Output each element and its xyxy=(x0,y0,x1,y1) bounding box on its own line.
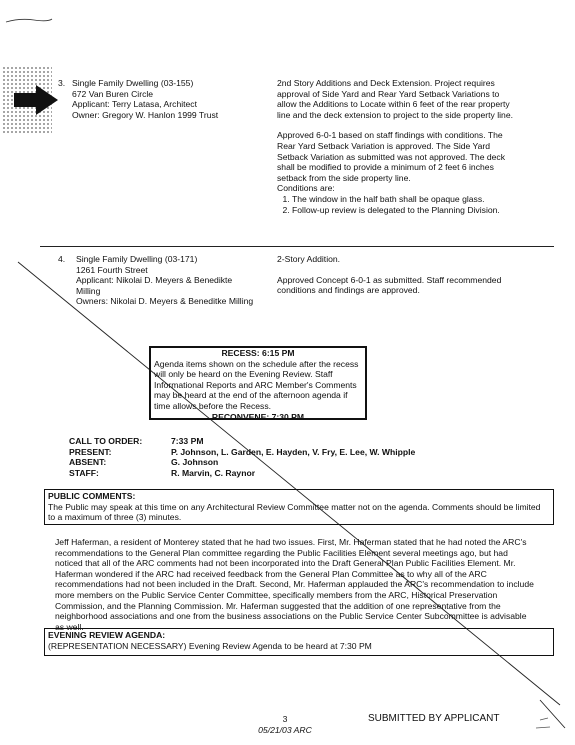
recess-title: RECESS: 6:15 PM xyxy=(221,348,295,358)
item3-owner: Owner: Gregory W. Hanlon 1999 Trust xyxy=(72,109,219,120)
item4-right xyxy=(277,254,517,296)
item3-applicant: Applicant: Terry Latasa, Architect xyxy=(72,99,197,110)
item3-conditions xyxy=(277,194,517,215)
item3-right xyxy=(277,78,517,215)
condition-item: 2. Follow-up review is delegated to the Planning Division. xyxy=(292,205,517,216)
roll-label: ABSENT: xyxy=(69,457,107,468)
public-comments-box xyxy=(44,489,554,525)
item4-description: 2-Story Addition. xyxy=(277,254,341,264)
item3-address: 672 Van Buren Circle xyxy=(72,88,154,99)
evening-heading: EVENING REVIEW AGENDA: xyxy=(48,630,166,640)
item4-number: 4. xyxy=(58,254,66,264)
roll-value: P. Johnson, L. Garden, E. Hayden, V. Fry, E. Lee, W. Whipple xyxy=(171,446,416,457)
item3-left xyxy=(72,78,262,120)
submitted-by-applicant: SUBMITTED BY APPLICANT xyxy=(368,713,500,724)
reconvene-time: RECONVENE: 7:30 PM xyxy=(211,411,305,422)
roll-label: CALL TO ORDER: xyxy=(69,436,143,446)
condition-item: 1. The window in the half bath shall be opaque glass. xyxy=(292,194,517,205)
roll-value: R. Marvin, C. Raynor xyxy=(171,467,256,478)
roll-value: 7:33 PM xyxy=(171,436,204,446)
arrow-right-icon xyxy=(14,85,58,115)
item4-owners: Owners: Nikolai D. Meyers & Beneditke Milling xyxy=(76,296,254,307)
roll-call xyxy=(69,436,415,478)
item3-conditions-label: Conditions are: xyxy=(277,183,335,194)
public-comments-heading: PUBLIC COMMENTS: xyxy=(48,491,136,501)
public-comment-paragraph: Jeff Haferman, a resident of Monterey stated that he had two issues. First, Mr. Haferman stated that he had noted the ARC's recommendations to the General Plan committee regarding the Public Facilities Element several meetings ago, but had noticed that all of the ARC comments had not been incorporated into the Draft General Plan Public Facilities Element. Mr. Haferman wondered if the ARC had received feedback from the General Plan Committee as to why all of the ARC recommendations had not been included in the Draft. Second, Mr. Haferman applauded the ARC's recommendation to include more members on the Public Service Center Committee, specifically members from the ARC, Historical Preservation Commission, and the Planning Commission. Mr. Haferman suggested that the addition of one representative from the neighborhood associations and one from the business associations on the Public Service Center Subcommittee is advisable as well. xyxy=(55,537,534,632)
recess-body: Agenda items shown on the schedule after the recess will only be heard on the Evening Review. Staff Informational Reports and ARC Member's Comments may be heard at the end of the afternoon agenda if time allows before the Recess. xyxy=(154,358,359,411)
item3-number: 3. xyxy=(58,78,66,88)
page-number: 3 xyxy=(282,714,288,724)
recess-box xyxy=(149,346,367,420)
item4-applicant: Applicant: Nikolai D. Meyers & Benedikte Milling xyxy=(76,275,233,296)
item4-left xyxy=(76,254,256,307)
item4-title: Single Family Dwelling (03-171) xyxy=(76,254,198,264)
item4-decision: Approved Concept 6-0-1 as submitted. Staff recommended conditions and findings are approved. xyxy=(277,274,502,296)
item3-title: Single Family Dwelling (03-155) xyxy=(72,78,194,88)
item4-address: 1261 Fourth Street xyxy=(76,264,148,275)
item3-description: 2nd Story Additions and Deck Extension. Project requires approval of Side Yard and Rear Yard Setback Variations to allow the Additions to Locate within 6 feet of the rear property line and the deck extension to project to the side property line. xyxy=(277,78,513,120)
evening-body: (REPRESENTATION NECESSARY) Evening Review Agenda to be heard at 7:30 PM xyxy=(48,640,372,651)
item3-decision: Approved 6-0-1 based on staff findings with conditions. The Rear Yard Setback Variation is approved. The Side Yard Setback Variation as submitted was not approved. The deck shall be modified to provide a minimum of 2 feet 6 inches setback from the side property line. xyxy=(277,130,506,183)
section-divider xyxy=(40,246,554,247)
public-comments-body: The Public may speak at this time on any Architectural Review Committee matter not on the agenda. Comments should be limited to a maximum of three (3) minutes. xyxy=(48,501,541,523)
roll-label: PRESENT: xyxy=(69,446,112,457)
evening-review-box xyxy=(44,628,554,656)
roll-label: STAFF: xyxy=(69,467,99,478)
page-footer xyxy=(230,714,340,735)
footer-date: 05/21/03 ARC xyxy=(258,724,312,735)
roll-value: G. Johnson xyxy=(171,457,219,468)
